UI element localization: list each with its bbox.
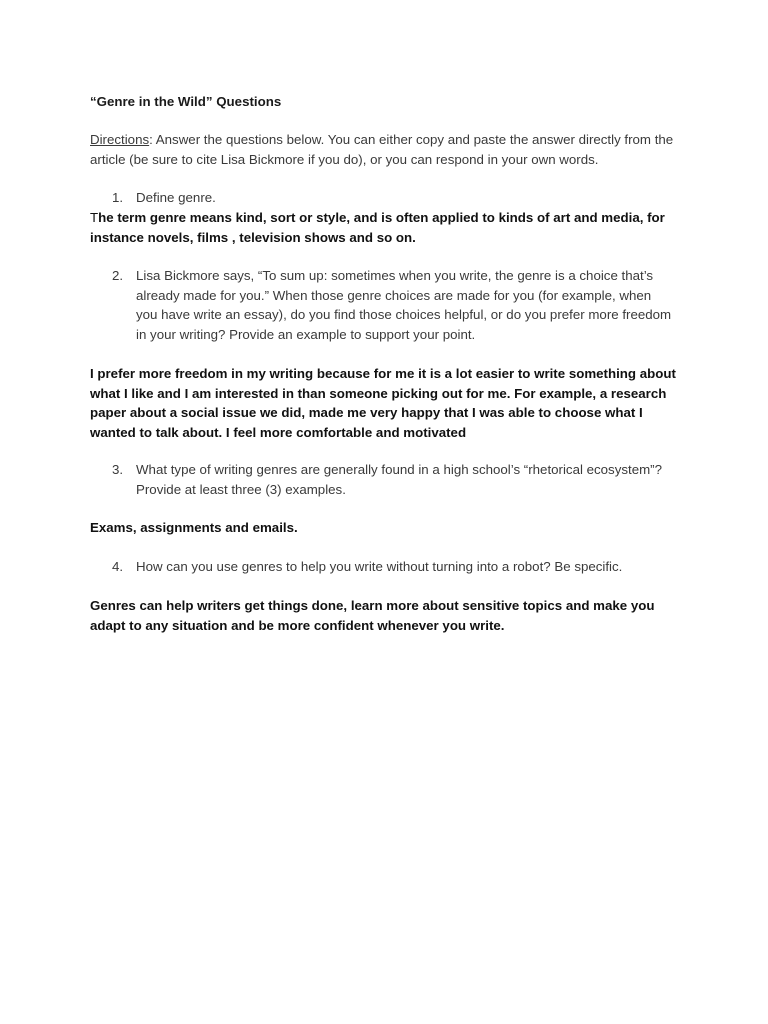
question-number: 4. <box>112 559 124 574</box>
answer-4: Genres can help writers get things done, learn more about sensitive topics and make you adapt to any situation and be more confident whenever you write. <box>90 598 655 633</box>
question-2 <box>112 266 672 344</box>
question-number: 2. <box>112 268 124 283</box>
answer-2: I prefer more freedom in my writing because for me it is a lot easier to write something about what I like and I am interested in than someone picking out for me. For example, a research paper about a social issue we did, made me very happy that I was able to choose what I wanted to talk about. I feel more comfortable and motivated <box>90 366 676 440</box>
question-text: How can you use genres to help you write without turning into a robot? Be specific. <box>136 559 623 574</box>
question-text: What type of writing genres are generally found in a high school’s “rhetorical ecosystem”? Provide at least three (3) examples. <box>136 462 662 497</box>
directions-text: : Answer the questions below. You can either copy and paste the answer directly from the article (be sure to cite Lisa Bickmore if you do), or you can respond in your own words. <box>90 132 674 167</box>
answer-1 <box>90 208 690 247</box>
answer-text: he term genre means kind, sort or style, and is often applied to kinds of art and media, for instance novels, films , television shows and so on. <box>90 210 665 245</box>
document-title: “Genre in the Wild” Questions <box>90 94 282 109</box>
question-3 <box>112 460 672 499</box>
question-text: Lisa Bickmore says, “To sum up: sometimes when you write, the genre is a choice that’s already made for you.” When those genre choices are made for you (for example, when you have write an essay), do you find those choices helpful, or do you prefer more freedom in your writing? Provide an example to support your point. <box>136 268 672 342</box>
question-1 <box>112 188 672 208</box>
answer-first-letter: T <box>90 210 99 225</box>
question-text: Define genre. <box>136 190 216 205</box>
question-number: 1. <box>112 190 124 205</box>
question-4 <box>112 557 672 577</box>
answer-3: Exams, assignments and emails. <box>90 520 298 535</box>
question-number: 3. <box>112 462 124 477</box>
directions-paragraph <box>90 130 690 169</box>
directions-label: Directions <box>90 132 150 147</box>
